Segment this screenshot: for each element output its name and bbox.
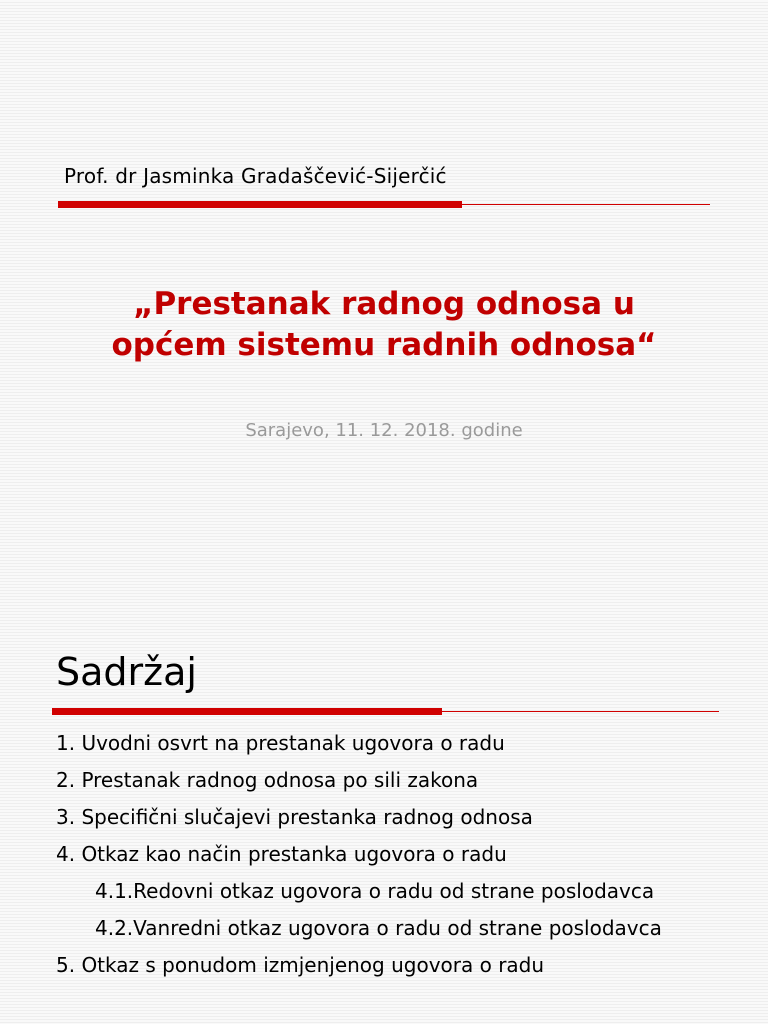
divider-thick: [58, 201, 462, 208]
list-item: 4. Otkaz kao način prestanka ugovora o radu: [56, 842, 507, 866]
presentation-date: Sarajevo, 11. 12. 2018. godine: [245, 420, 523, 441]
title-line-1: „Prestanak radnog odnosa u: [133, 286, 635, 322]
list-subitem: 4.2.Vanredni otkaz ugovora o radu od strane poslodavca: [95, 916, 662, 940]
slide-contents: [0, 612, 768, 1024]
divider-thick: [52, 708, 442, 715]
author-name: Prof. dr Jasminka Gradaščević-Sijerčić: [64, 164, 447, 188]
title-line-2: općem sistemu radnih odnosa“: [111, 327, 657, 363]
list-item: 2. Prestanak radnog odnosa po sili zakona: [56, 768, 479, 792]
contents-list: [56, 728, 756, 987]
list-item: 3. Specifični slučajevi prestanka radnog odnosa: [56, 805, 533, 829]
presentation-title: [0, 284, 768, 366]
list-subitem: 4.1.Redovni otkaz ugovora o radu od strane poslodavca: [95, 879, 655, 903]
contents-heading: Sadržaj: [56, 650, 197, 694]
divider-thin: [462, 204, 710, 205]
list-item: 5. Otkaz s ponudom izmjenjenog ugovora o radu: [56, 953, 545, 977]
list-item: 1. Uvodni osvrt na prestanak ugovora o radu: [56, 731, 505, 755]
divider-thin: [442, 711, 719, 712]
